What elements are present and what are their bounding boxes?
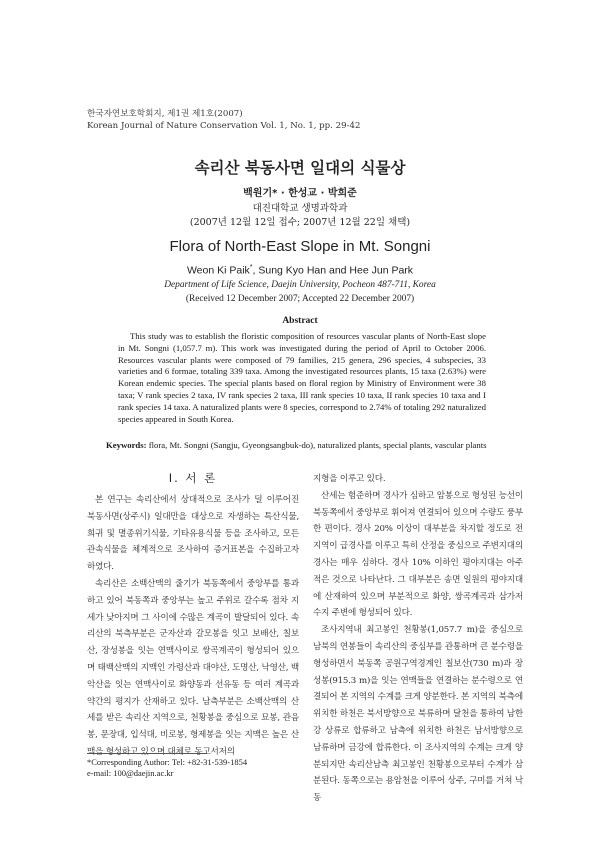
- intro-paragraph-4: 조사지역내 최고봉인 천황봉(1,057.7 m)을 중심으로 남북의 연봉들이 속리산의 중심부를 관통하며 큰 분수령을 형성하면서 북동쪽 공원구역경계인 칠보산(730 m)과 장성봉(915.3 m)을 잇는 연맥들을 연결하는 분수령으로 연결되어 본 지역의 수계를 크게 양분한다. 본 지역의 북측에 위치한 하천은 북서방향으로 북류하며 달천을 통하여 남한강 상류로 합류하고 남측에 위치한 하천은 남서방향으로 남류하며 금강에 합류한다. 이 조사지역의 수계는 크게 양분되지만 속리산남측 최고봉인 천황봉으로부터 수계가 삼분된다. 동쪽으로는 용암천을 이루어 상주, 구미를 거쳐 낙동: [313, 625, 523, 804]
- section-heading-introduction: I. 서 론: [168, 471, 218, 485]
- abstract-body: This study was to establish the floristic composition of resources vascular plants of North-East slope in Mt. Songni (1,057.7 m). This work was investigated during the period of April to October 2006. Resources vascular plants were composed of 79 families, 215 genera, 296 species, 4 subspecies, 33 varieties and 6 formae, totaling 339 taxa. Among the investigated resources plants, 15 taxa (2.63%) were Korean endemic species. The special plants based on floral region by Ministry of Environment were 38 taxa; V rank species 2 taxa, IV rank species 2 taxa, III rank species 10 taxa, II rank species 10 taxa and I rank species 14 taxa. A naturalized plants were 8 species, correspond to 2.74% of totaling 292 naturalized species appeared in South Korea.: [118, 331, 486, 424]
- author-first: Weon Ki Paik: [186, 264, 250, 277]
- running-head: [87, 108, 360, 132]
- keywords: [106, 440, 498, 452]
- author-rest: , Sung Kyo Han and Hee Jun Park: [252, 264, 414, 277]
- english-dates: (Received 12 December 2007; Accepted 22 December 2007): [185, 294, 415, 304]
- email-link[interactable]: e-mail: 100@daejin.ac.kr: [87, 768, 174, 778]
- korean-dates: (2007년 12월 12일 접수; 2007년 12월 22일 채택): [189, 217, 411, 228]
- right-column: [313, 471, 523, 807]
- keywords-label: Keywords:: [106, 440, 147, 450]
- korean-title: 속리산 북동사면 일대의 식물상: [194, 159, 406, 177]
- left-column: [87, 470, 299, 761]
- korean-affiliation: 대진대학교 생명과학과: [252, 203, 348, 214]
- corresponding-mark: *: [249, 264, 253, 271]
- corresponding-author-note: *Corresponding Author: Tel: +82-31-539-1854: [87, 757, 248, 767]
- english-authors: [0, 264, 600, 277]
- journal-name-english: Korean Journal of Nature Conservation Vol. 1, No. 1, pp. 29-42: [87, 121, 361, 131]
- english-affiliation: Department of Life Science, Daejin University, Pocheon 487-711, Korea: [164, 280, 436, 290]
- english-title: Flora of North-East Slope in Mt. Songni: [169, 238, 431, 255]
- footnote-divider: [87, 753, 207, 754]
- abstract-heading: Abstract: [282, 316, 318, 326]
- journal-name-korean: 한국자연보호학회지, 제1권 제1호(2007): [87, 109, 243, 119]
- intro-paragraph-1: 본 연구는 속리산에서 상대적으로 조사가 덜 이루어진 북동사면(상주시) 일대만을 대상으로 자생하는 특산식물, 희귀 및 멸종위기식물, 기타유용식물 등을 조사하고, 모든 관속식물을 체계적으로 조사하여 증거표본을 수집하고자 하였다.: [87, 495, 299, 573]
- korean-authors: 백원기* · 한성교 · 박희준: [243, 188, 357, 199]
- keywords-list: flora, Mt. Songni (Sangju, Gyeongsangbuk-do), naturalized plants, special plants, vascular plants: [146, 440, 487, 450]
- intro-paragraph-3: 산세는 험준하며 경사가 심하고 암봉으로 형성된 능선이 북동쪽에서 중앙부로 휘어져 연결되어 있으며 수량도 풍부한 편이다. 경사 20% 이상이 대부분을 차지할 정도로 전 지역이 급경사를 이루고 특히 산정을 중심으로 주변지대의 경사는 매우 심하다. 경사 10% 이하인 평야지대는 아주 적은 것으로 나타난다. 그 대부분은 송면 일원의 평야지대에 산재하여 있으며 부분적으로 화양, 쌍곡계곡과 삼가저수지 주변에 형성되어 있다.: [313, 490, 523, 619]
- intro-paragraph-2: 속리산은 소백산맥의 줄기가 북동쪽에서 중앙부를 통과하고 있어 북동쪽과 중앙부는 높고 주위로 갈수록 점차 지세가 낮아지며 그 사이에 수많은 계곡이 발달되어 있다. 속리산의 북측부분은 군자산과 갈모봉을 잇고 보배산, 칠보산, 장성봉을 잇는 연맥사이로 쌍곡계곡이 형성되어 있으며 태백산맥의 지맥인 가령산과 대야산, 도명산, 낙영산, 백악산을 잇는 연맥사이로 화양동과 선유동 등 여러 계곡과 약간의 평지가 산재하고 있다. 남측부분은 소백산맥의 산세를 받은 속리산 지역으로, 천황봉을 중심으로 묘봉, 관음봉, 문장대, 입석대, 비로봉, 형제봉을 잇는 지맥은 높은 산맥을 형성하고 있으며 대체로 동고서저의: [87, 578, 299, 757]
- intro-paragraph-continued: 지형을 이루고 있다.: [313, 474, 386, 484]
